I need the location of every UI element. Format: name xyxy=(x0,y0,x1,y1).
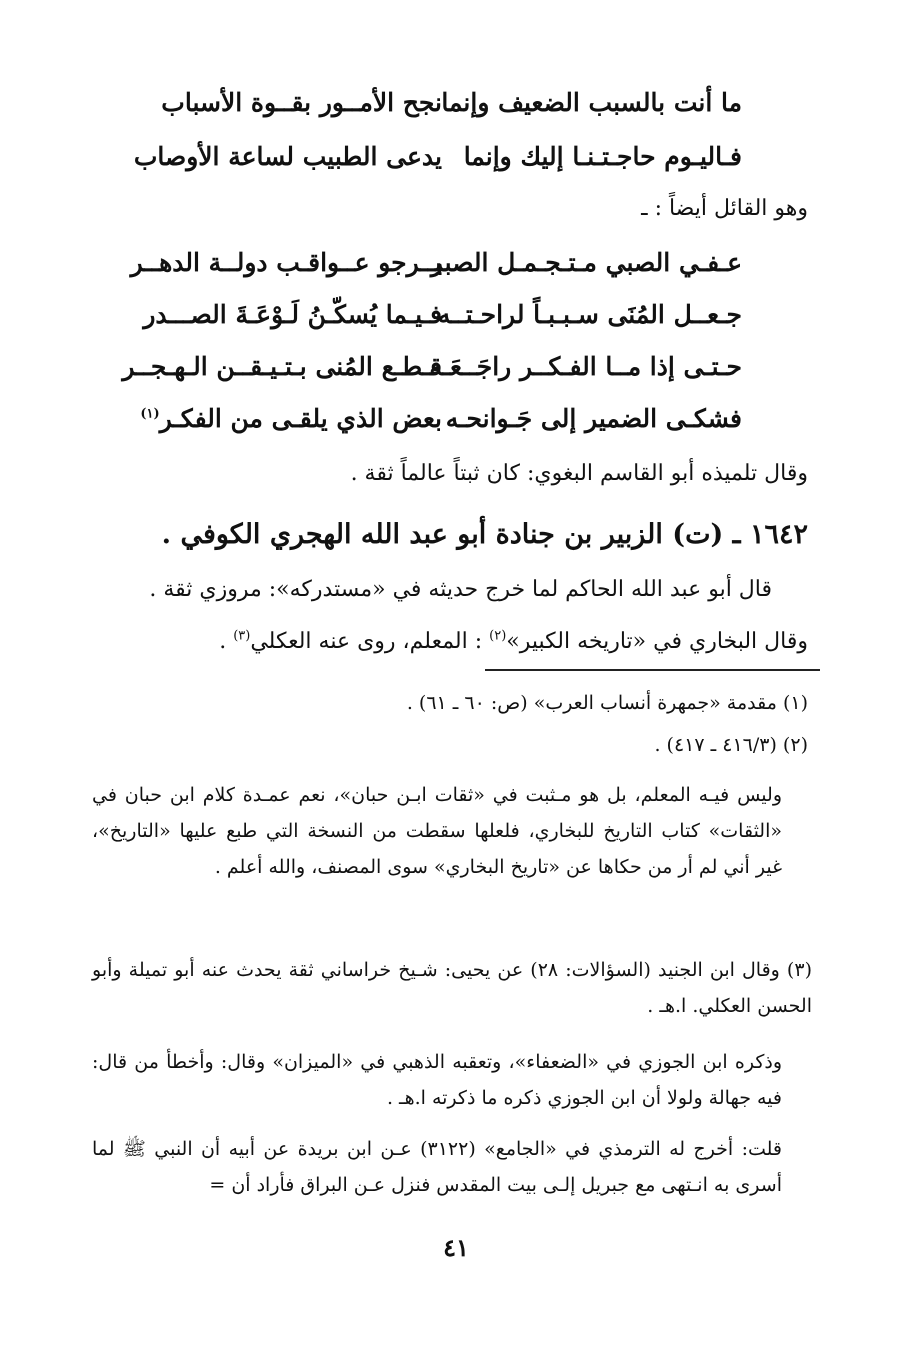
page-number: ٤١ xyxy=(443,1233,469,1262)
poem1-line2-first-hemistich: فـاليـوم حاجـتـنـا إليك وإنما xyxy=(463,142,742,171)
bukhari-line-part2: : المعلم، روى عنه العكلي xyxy=(250,629,490,654)
poem2-line3-second-hemistich: قـطـع المُنى بـتـيـقــن الـهـجــر xyxy=(122,352,442,381)
poem2-line4-first-hemistich: فشكـى الضمير إلى جَـوانحـه xyxy=(445,404,742,433)
poem2-line2-second-hemistich: فـيـما يُسكّـنُ لَـوْعَـةَ الصـــدر xyxy=(143,300,442,329)
student-line: وقال تلميذه أبو القاسم البغوي: كان ثبتاً عالماً ثقة . xyxy=(350,461,808,486)
poem2-line1-first-hemistich: عـفـي الصبي مـتـجـمـل الصبر xyxy=(430,248,742,277)
footnote-1: (١) مقدمة «جمهرة أنساب العرب» (ص: ٦٠ ـ ٦١) . xyxy=(406,692,808,714)
footnote-ref-3: (٣) xyxy=(233,628,251,644)
poem2-line1-second-hemistich: يــرجو عــواقـب دولــة الدهــر xyxy=(130,248,442,277)
bukhari-line-part3: . xyxy=(219,629,234,654)
footnote-3: (٣) وقال ابن الجنيد (السؤالات: ٢٨) عن يحيى: شـيخ خراساني ثقة يحدث عنه أبو تميلة وأبو الحسن العكلي. ا.هـ . xyxy=(92,959,812,1017)
entry-heading: ١٦٤٢ ـ (ت) الزبير بن جنادة أبو عبد الله الهجري الكوفي . xyxy=(161,519,808,550)
footnote-2: (٢) (٤١٦/٣ ـ ٤١٧) . xyxy=(654,734,808,756)
intro-line: وهو القائل أيضاً : ـ xyxy=(641,196,808,221)
poem2-line2-first-hemistich: جـعــل المُنَى سـبـبـاً لراحـتــه xyxy=(437,300,742,329)
footnote-2-comment: وليس فيـه المعلم، بل هو مـثبت في «ثقات ابـن حبان»، نعم عمـدة كلام ابن حبان في «الثقات» كتاب التاريخ للبخاري، فلعلها سقطت من النسخة التي طبع عليها «التاريخ»، غير أني لم أر من حكاها عن «تاريخ البخاري» سوى المصنف، والله أعلم . xyxy=(92,784,782,878)
footnote-ref-1: (١) xyxy=(140,406,160,422)
footnote-divider xyxy=(485,669,820,671)
poem1-line2-second-hemistich: يدعى الطبيب لساعة الأوصاب xyxy=(133,142,442,171)
poem1-line1-first-hemistich: ما أنت بالسبب الضعيف وإنما xyxy=(441,88,742,117)
bukhari-line-part1: وقال البخاري في «تاريخه الكبير» xyxy=(506,629,808,654)
poem2-line4-text: بعض الذي يلقـى من الفكـر xyxy=(159,404,442,433)
hakim-line: قال أبو عبد الله الحاكم لما خرج حديثه في «مستدركه»: مروزي ثقة . xyxy=(149,577,772,602)
bukhari-line xyxy=(108,626,808,658)
footnote-ref-2: (٢) xyxy=(489,628,507,644)
poem2-line3-first-hemistich: حـتـى إذا مــا الفـكــر راجَــعَـه xyxy=(429,352,742,381)
footnote-3-jawzi: وذكره ابن الجوزي في «الضعفاء»، وتعقبه الذهبي في «الميزان» وقال: وأخطأ من قال: فيه جهالة ولولا أن ابن الجوزي ذكره ما ذكرته ا.هـ . xyxy=(92,1051,782,1109)
poem1-line1-second-hemistich: نجح الأمــور بقــوة الأسباب xyxy=(161,88,442,117)
footnote-3-tirmidhi: قلت: أخرج له الترمذي في «الجامع» (٣١٢٢) عـن ابن بريدة عن أبيه أن النبي ﷺ لما أسرى به انـتهى مع جبريل إلـى بيت المقدس فنزل عـن البراق فأراد أن = xyxy=(92,1138,782,1196)
poem2-line4-second-hemistich xyxy=(132,402,442,436)
